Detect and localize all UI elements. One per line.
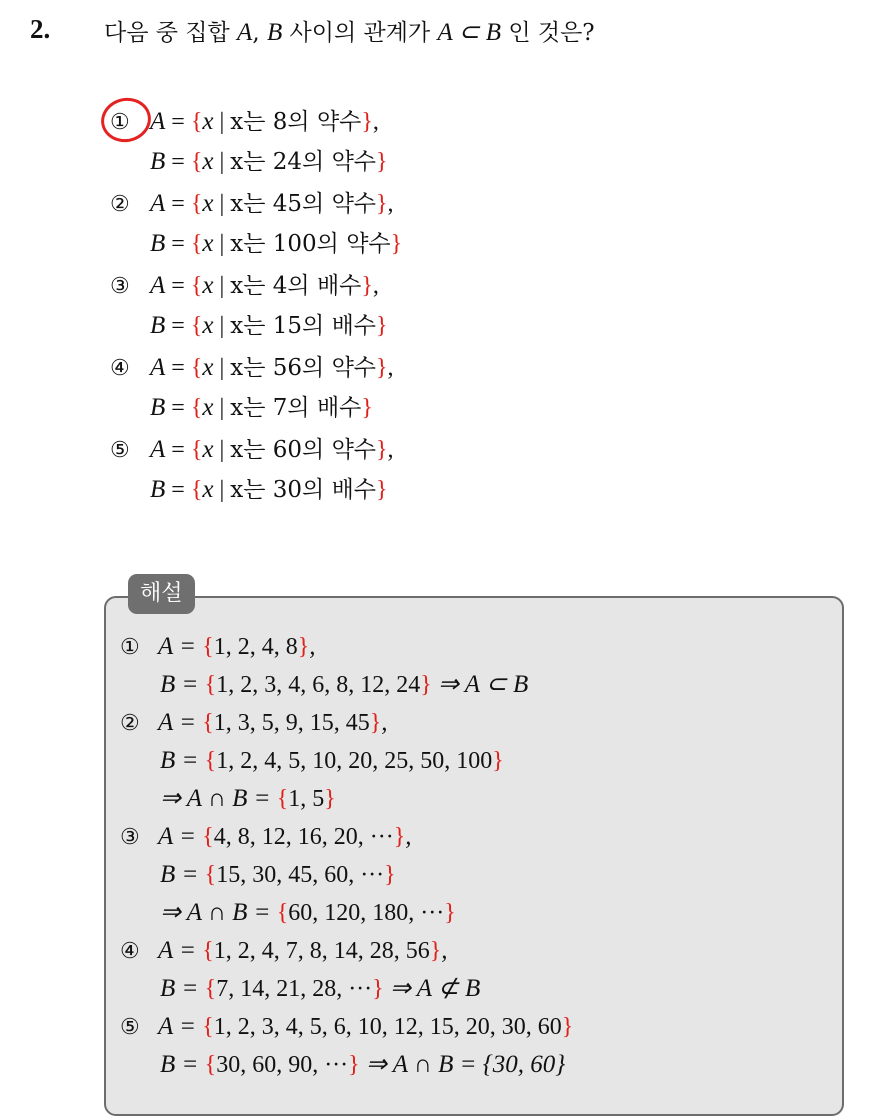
solution-line: B = {1, 2, 4, 5, 10, 20, 25, 50, 100} (160, 747, 504, 774)
solution-number: ⑤ (120, 1015, 140, 1040)
answer-option-4[interactable] (110, 348, 394, 428)
option-number: ① (110, 110, 130, 135)
solution-line: ⑤ A = {1, 2, 3, 4, 5, 6, 10, 12, 15, 20, 30, 60} (120, 1008, 573, 1046)
solution-line: B = {1, 2, 3, 4, 6, 8, 12, 24} ⇒ A ⊂ B (160, 671, 529, 698)
set-condition: x는 15의 배수 (230, 313, 377, 339)
solution-line: B = {30, 60, 90, ···} ⇒ A ∩ B = {30, 60} (160, 1051, 566, 1078)
set-condition: x는 4의 배수 (230, 273, 362, 299)
set-a-definition: ① A = {x | x는 8의 약수}, (110, 102, 388, 142)
answer-option-5[interactable] (110, 430, 394, 510)
option-number: ⑤ (110, 438, 130, 463)
set-a-definition: ④ A = {x | x는 56의 약수}, (110, 348, 394, 388)
option-number: ② (110, 192, 130, 217)
solution-line: ① A = {1, 2, 4, 8}, (120, 628, 573, 666)
set-condition: x는 100의 약수 (230, 231, 391, 257)
set-condition: x는 60의 약수 (230, 437, 377, 463)
solution-number: ③ (120, 825, 140, 850)
set-a-definition: ⑤ A = {x | x는 60의 약수}, (110, 430, 394, 470)
solution-line: ⇒ A ∩ B = {60, 120, 180, ···} (160, 899, 456, 926)
answer-option-3[interactable] (110, 266, 388, 346)
set-b-definition: B = {x | x는 7의 배수} (150, 394, 373, 421)
solution-line: B = {7, 14, 21, 28, ···} ⇒ A ⊄ B (160, 975, 481, 1002)
solution-line: ③ A = {4, 8, 12, 16, 20, ···}, (120, 818, 573, 856)
option-number: ③ (110, 274, 130, 299)
set-condition: x는 30의 배수 (230, 477, 377, 503)
set-a-definition: ③ A = {x | x는 4의 배수}, (110, 266, 388, 306)
set-a-definition: ② A = {x | x는 45의 약수}, (110, 184, 402, 224)
set-condition: x는 56의 약수 (230, 355, 377, 381)
solution-line: ② A = {1, 3, 5, 9, 15, 45}, (120, 704, 573, 742)
answer-option-2[interactable] (110, 184, 402, 264)
solution-line: ④ A = {1, 2, 4, 7, 8, 14, 28, 56}, (120, 932, 573, 970)
set-b-definition: B = {x | x는 15의 배수} (150, 312, 388, 339)
solution-tag: 해설 (128, 574, 195, 614)
set-b-definition: B = {x | x는 100의 약수} (150, 230, 403, 257)
option-number: ④ (110, 356, 130, 381)
set-condition: x는 8의 약수 (230, 109, 362, 135)
set-condition: x는 45의 약수 (230, 191, 377, 217)
solution-line: ⇒ A ∩ B = {1, 5} (160, 785, 336, 812)
solution-number: ④ (120, 939, 140, 964)
set-condition: x는 24의 약수 (230, 149, 377, 175)
question-text: 다음 중 집합 A, B 사이의 관계가 A ⊂ B 인 것은? (104, 19, 595, 46)
solution-line: B = {15, 30, 45, 60, ···} (160, 861, 396, 888)
answer-option-1[interactable] (110, 102, 388, 182)
set-b-definition: B = {x | x는 24의 약수} (150, 148, 388, 175)
question-number: 2. (30, 14, 51, 44)
set-b-definition: B = {x | x는 30의 배수} (150, 476, 388, 503)
solution-number: ① (120, 635, 140, 660)
solution-lines (120, 628, 573, 1084)
solution-number: ② (120, 711, 140, 736)
set-condition: x는 7의 배수 (230, 395, 362, 421)
